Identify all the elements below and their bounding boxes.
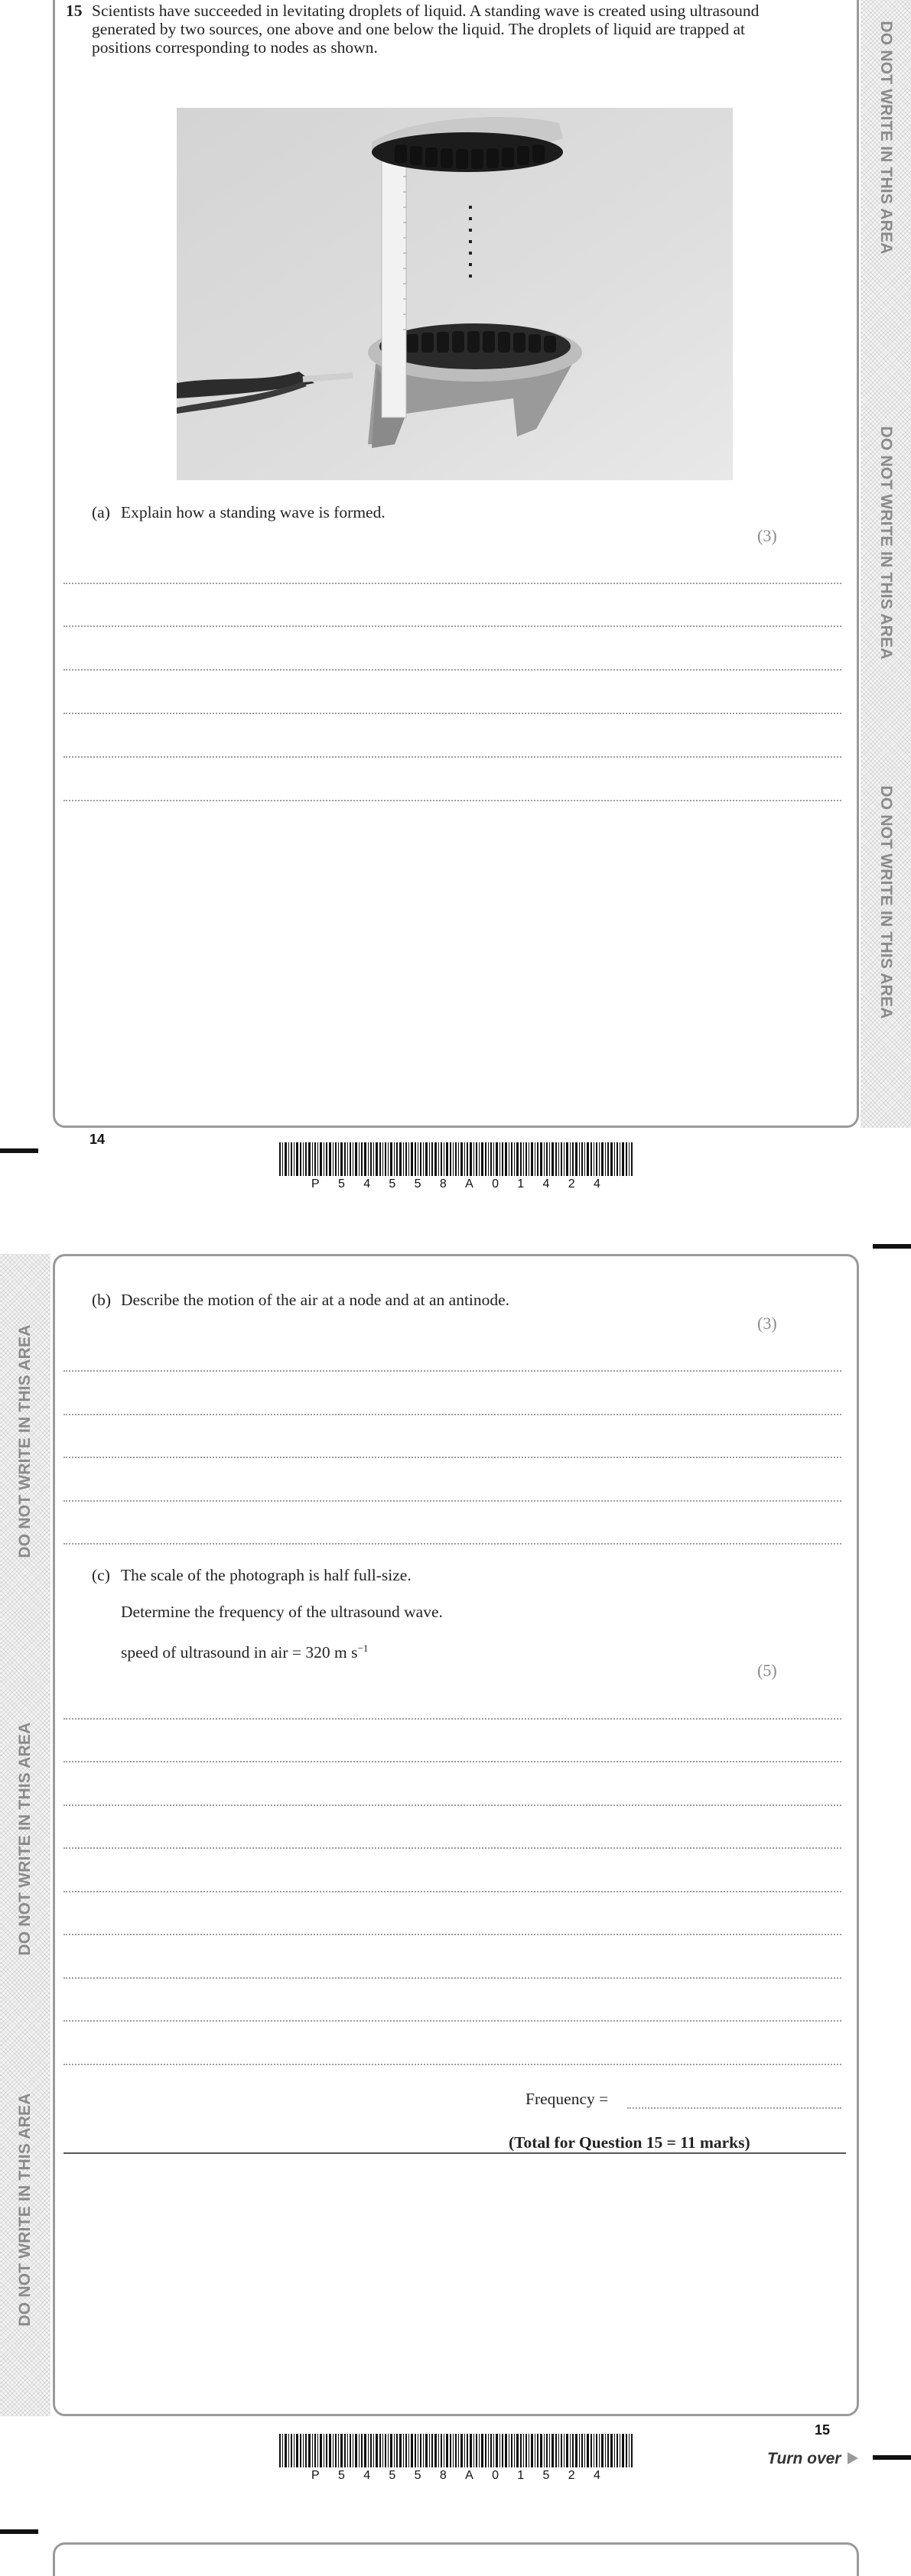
barcode-char: 8 <box>439 2469 447 2482</box>
barcode-char: 1 <box>517 1178 525 1191</box>
triangle-right-icon <box>848 2452 858 2464</box>
do-not-write-label: DO NOT WRITE IN THIS AREA <box>877 21 895 255</box>
answer-line[interactable] <box>63 2064 841 2065</box>
barcode-char: 5 <box>337 2469 345 2482</box>
frequency-answer-line[interactable] <box>627 2107 841 2109</box>
barcode-char: 2 <box>568 1178 575 1191</box>
barcode-char: 5 <box>542 2469 550 2482</box>
barcode-char: 8 <box>439 1178 447 1191</box>
barcode-char: 5 <box>389 1178 396 1191</box>
registration-mark <box>873 2455 911 2460</box>
total-rule <box>63 2152 846 2154</box>
answer-line[interactable] <box>63 800 841 801</box>
speed-of-ultrasound <box>121 1639 368 1662</box>
answer-line[interactable] <box>63 625 841 627</box>
page-number: 15 <box>815 2422 831 2438</box>
barcode-char: 5 <box>414 1178 421 1191</box>
part-a-text: Explain how a standing wave is formed. <box>121 503 386 521</box>
turn-over-label: Turn over <box>767 2450 841 2467</box>
barcode-number <box>279 2469 633 2483</box>
part-c-instruction: Determine the frequency of the ultrasound wave. <box>121 1603 443 1621</box>
barcode-char: 4 <box>363 1178 371 1191</box>
answer-line[interactable] <box>63 1718 841 1720</box>
frequency-label: Frequency = <box>525 2090 609 2108</box>
answer-line[interactable] <box>63 583 841 584</box>
barcode-char: 4 <box>363 2469 371 2482</box>
speed-text: speed of ultrasound in air = 320 m s <box>121 1643 358 1662</box>
next-page-frame <box>53 2542 859 2576</box>
part-a-marks: (3) <box>757 526 777 545</box>
page-15-frame <box>53 1254 859 2416</box>
do-not-write-label: DO NOT WRITE IN THIS AREA <box>16 2093 34 2327</box>
registration-mark <box>873 1244 911 1249</box>
barcode-char: 4 <box>593 2469 600 2482</box>
answer-line[interactable] <box>63 1761 841 1762</box>
do-not-write-label: DO NOT WRITE IN THIS AREA <box>16 1324 34 1558</box>
part-b-marks: (3) <box>757 1314 777 1333</box>
barcode-char: A <box>465 2469 473 2482</box>
barcode-char: 5 <box>389 2469 396 2482</box>
barcode-char: 5 <box>414 2469 421 2482</box>
answer-line[interactable] <box>63 1414 841 1415</box>
right-margin-strip <box>861 0 911 1128</box>
do-not-write-label: DO NOT WRITE IN THIS AREA <box>16 1722 34 1956</box>
barcode-char: 4 <box>593 1178 600 1191</box>
part-c-marks: (5) <box>757 1661 777 1680</box>
barcode-char: 0 <box>492 2469 499 2482</box>
part-b-label: (b) <box>92 1291 112 1309</box>
registration-mark <box>0 1148 38 1153</box>
do-not-write-label: DO NOT WRITE IN THIS AREA <box>877 426 895 660</box>
answer-line[interactable] <box>63 1977 841 1979</box>
question-intro: Scientists have succeeded in levitating droplets of liquid. A standing wave is created using ultrasound generated by two sources, one above and one below the liquid. The droplets of liquid are trapped at positions corresponding to nodes as shown. <box>92 2 760 57</box>
barcode-char: 5 <box>337 1178 345 1191</box>
barcode-char: 4 <box>542 1178 550 1191</box>
answer-line[interactable] <box>63 1457 841 1458</box>
part-c-label: (c) <box>92 1566 110 1584</box>
answer-line[interactable] <box>63 756 841 758</box>
barcode-char: A <box>465 1178 473 1191</box>
answer-line[interactable] <box>63 1500 841 1502</box>
answer-line[interactable] <box>63 1934 841 1935</box>
question-number: 15 <box>66 2 83 20</box>
part-a-label: (a) <box>92 503 110 521</box>
barcode-char: P <box>311 2469 320 2482</box>
levitation-photograph <box>177 108 733 480</box>
barcode-char: 2 <box>568 2469 575 2482</box>
answer-line[interactable] <box>63 1370 841 1372</box>
do-not-write-label: DO NOT WRITE IN THIS AREA <box>877 785 895 1019</box>
left-margin-strip <box>0 1254 50 2416</box>
part-b-text: Describe the motion of the air at a node and at an antinode. <box>121 1291 510 1309</box>
barcode-number <box>279 1178 633 1191</box>
answer-line[interactable] <box>63 1891 841 1892</box>
answer-line[interactable] <box>63 1847 841 1849</box>
speed-exponent: −1 <box>357 1642 369 1654</box>
barcode-char: P <box>311 1178 320 1191</box>
answer-line[interactable] <box>63 1543 841 1545</box>
answer-line[interactable] <box>63 713 841 714</box>
barcode-char: 0 <box>492 1178 499 1191</box>
answer-line[interactable] <box>63 1804 841 1806</box>
part-c-text: The scale of the photograph is half full-size. <box>121 1566 412 1584</box>
answer-line[interactable] <box>63 669 841 671</box>
question-total: (Total for Question 15 = 11 marks) <box>509 2133 750 2152</box>
page-number: 14 <box>89 1132 106 1147</box>
barcode-char: 1 <box>517 2469 525 2482</box>
answer-line[interactable] <box>63 2020 841 2022</box>
registration-mark <box>0 2529 38 2534</box>
